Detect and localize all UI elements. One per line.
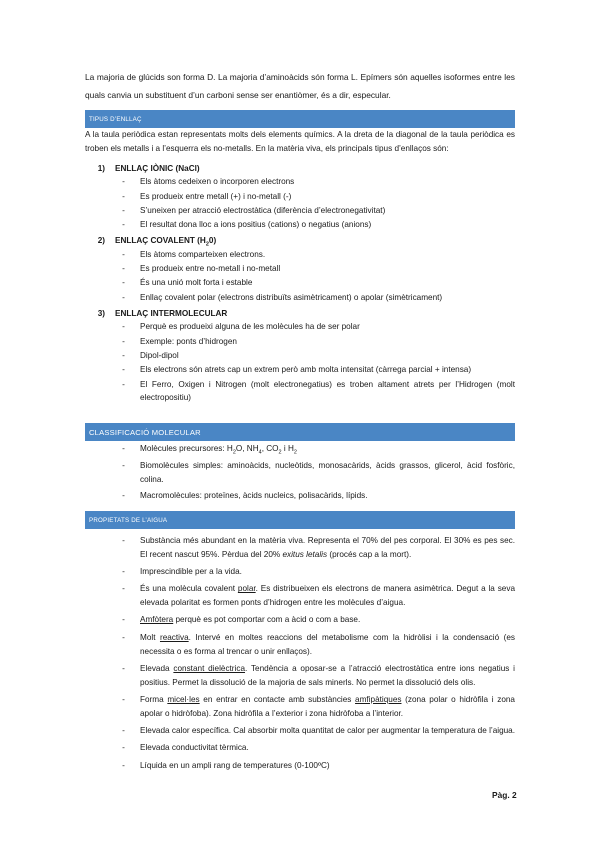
enllac-ionic-list (85, 175, 515, 232)
list-item: - Imprescindible per a la vida. (122, 567, 242, 577)
list-item: - El resultat dona lloc a ions positius (cations) o negatius (anions) (122, 220, 372, 230)
classificacio-list (85, 442, 515, 503)
list-item: - Elevada calor específica. Cal absorbir molta quantitat de calor per augmentar la temperatura de l’aigua. (122, 726, 516, 736)
list-item: - Els àtoms comparteixen electrons. (122, 249, 266, 259)
list-heading: ENLLAÇ INTERMOLECULAR (115, 308, 228, 318)
page-number: Pàg. 2 (492, 790, 517, 800)
section-header-tipus-enllac: TIPUS D’ENLLAÇ (85, 110, 515, 128)
list-number: 1) (97, 163, 105, 173)
list-item: - Substància més abundant en la matèria viva. Representa el 70% del pes corporal. El 30% es pes sec. El recent nascut 95%. Pèrdua del 20% exitus letalis (procés cap a la mort). (122, 536, 515, 559)
list-item: - És una molècula covalent polar. Es distribueixen els electrons de manera asimètrica. Degut a la seva elevada polaritat es formen ponts d’hidrogen entre les molècules d’aigua. (122, 584, 516, 608)
list-item: - Els electrons són atrets cap un extrem però amb molta intensitat (càrrega parcial + intensa) (122, 365, 472, 375)
enllac-covalent-heading (85, 234, 515, 248)
list-item: - Enllaç covalent polar (electrons distribuïts asimètricament) o apolar (simètricament) (122, 292, 443, 302)
section-header-classificacio: CLASSIFICACIÓ MOLECULAR (85, 423, 515, 441)
list-item: - Elevada conductivitat tèrmica. (122, 743, 249, 753)
list-number: 2) (97, 236, 105, 246)
list-item: - Dipol-dipol (122, 350, 179, 360)
list-heading: ENLLAÇ COVALENT $(H_20)$ (115, 236, 217, 248)
propietats-aigua-section (85, 534, 515, 776)
enllac-intro: A la taula periòdica estan representats molts dels elements químics. A la dreta de la diagonal de la taula periòdica es troben els metalls i a l’esquerra els no-metalls. En la matèria viva, els principals tipus d’enllaços són: (85, 130, 515, 153)
list-heading: ENLLAÇ IÒNIC (NaCl) (115, 163, 200, 173)
list-item: - Forma micel·les en entrar en contacte amb substàncies amfipàtiques (zona polar o hidròfila i zona apolar o hidròfoba). Zona hidròfila a l’exterior i zona hidròfoba a l’interior. (122, 694, 515, 718)
enllac-ionic-heading (85, 162, 515, 176)
list-item: - Elevada constant dielèctrica. Tendència a oposar-se a l’atracció electrostàtica entre ions negatius i positius. Permet la dissolució de la majoria de sals minerls. No permet la dissolució dels olis. (122, 663, 515, 687)
enllac-covalent-list (85, 248, 515, 305)
intro-paragraph: La majoria de glúcids son forma D. La majoria d’aminoàcids són forma L. Epímers són aquelles isoformes entre les quals canvia un substituent d’un carboni sense ser enantiòmer, és a dir, especular. (85, 72, 515, 100)
list-item: - Molt reactiva. Intervé en moltes reaccions del metabolisme com la hidròlisi i la condensació (es necessita o es forma al trencar o unir enllaços). (122, 632, 515, 656)
list-item: - Els àtoms cedeixen o incorporen electrons (122, 177, 295, 187)
list-item: - Es produeix entre metall (+) i no-metall (-) (122, 191, 292, 201)
list-item: - Macromolècules: proteïnes, àcids nucleics, polisacàrids, lípids. (122, 491, 368, 501)
list-item: - Molècules precursores: $H_2O$, $NH_4$, $CO_2$ i $H_2$ (122, 444, 297, 456)
tipus-enllac-section (85, 128, 515, 406)
list-item: - Es produeix entre no-metall i no-metall (122, 264, 281, 274)
list-item: - És una unió molt forta i estable (122, 278, 253, 288)
enllac-intermolecular-list (85, 320, 515, 405)
list-item: - Perquè es produeixi alguna de les molècules ha de ser polar (122, 322, 360, 332)
classificacio-section (85, 442, 515, 506)
list-item: - Amfòtera perquè es pot comportar com a àcid o com a base. (122, 615, 361, 625)
list-item: - S’uneixen per atracció electrostàtica (diferència d’electronegativitat) (122, 205, 386, 215)
list-item: - Exemple: ponts d’hidrogen (122, 336, 237, 346)
list-item: - Líquida en un ampli rang de temperatures (0-100ºC) (122, 760, 330, 770)
list-item: - Biomolècules simples: aminoàcids, nucleòtids, monosacàrids, àcids grassos, glicerol, àcid fosfòric, colina. (122, 460, 515, 484)
list-number: 3) (97, 308, 105, 318)
enllac-intermolecular-heading (85, 307, 515, 321)
section-header-propietats-aigua: PROPIETATS DE L’AIGUA (85, 511, 515, 529)
list-item: - El Ferro, Oxigen i Nitrogen (molt electronegatius) es troben altament atrets per l’Hidrogen (molt electropositiu) (122, 379, 515, 403)
propietats-aigua-list (85, 534, 515, 772)
